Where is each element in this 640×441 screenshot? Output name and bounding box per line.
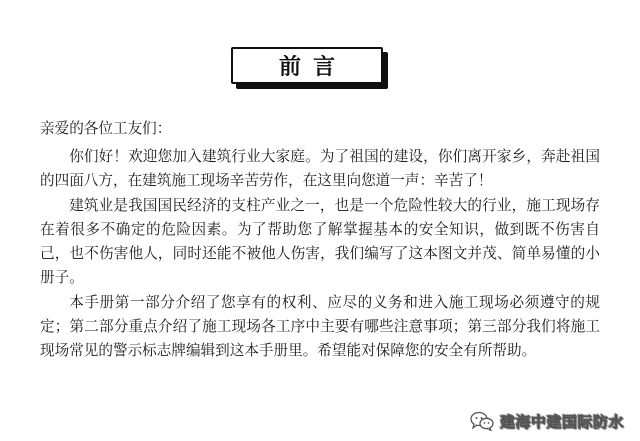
paragraph-welcome: 你们好！欢迎您加入建筑行业大家庭。为了祖国的建设，你们离开家乡，奔赴祖国的四面八方，在建筑施工现场辛苦劳作，在这里向您道一声：辛苦了！ — [40, 148, 600, 190]
page-title: 前言 — [278, 55, 347, 80]
wechat-icon — [470, 411, 494, 431]
greeting: 亲爱的各位工友们： — [40, 120, 172, 137]
paragraph-manual-structure: 本手册第一部分介绍了您享有的权利、应尽的义务和进入施工现场必须遵守的规定；第二部分重点介绍了施工现场各工序中主要有哪些注意事项；第三部分我们将施工现场常见的警示标志牌编辑到这本手册里。希望能对保障您的安全有所帮助。 — [40, 293, 600, 360]
watermark-text: 建海中建国际防水 — [499, 412, 624, 431]
title-box — [231, 47, 383, 84]
watermark — [470, 408, 624, 434]
paragraph-safety: 建筑业是我国国民经济的支柱产业之一，也是一个危险性较大的行业，施工现场存在着很多不确定的危险因素。为了帮助您了解掌握基本的安全知识，做到既不伤害自己，也不伤害他人，同时还能不被他人伤害，我们编写了这本图文并茂、简单易懂的小册子。 — [40, 196, 600, 287]
preface-content — [40, 117, 600, 364]
